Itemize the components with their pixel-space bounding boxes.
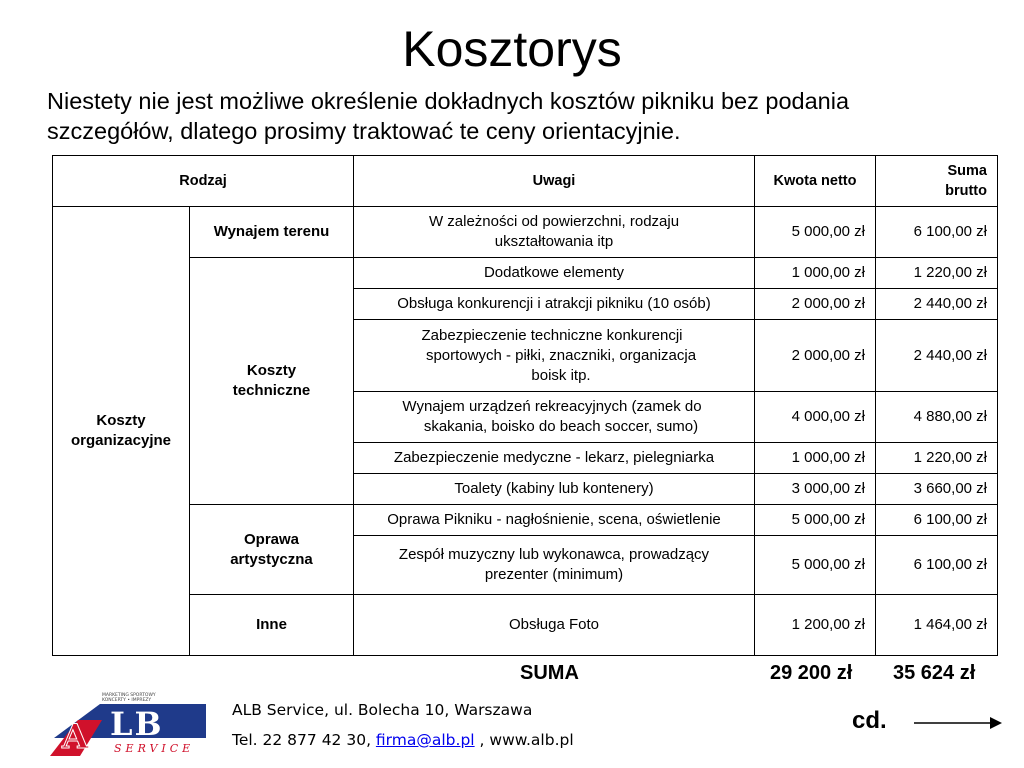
netto-cell: 2 000,00 zł xyxy=(755,320,876,392)
logo-service-text: SERVICE xyxy=(114,742,195,755)
header-rodzaj: Rodzaj xyxy=(53,156,354,207)
netto-cell: 1 200,00 zł xyxy=(755,595,876,656)
uwagi-cell: Toalety (kabiny lub kontenery) xyxy=(354,474,755,505)
sub-line: artystyczna xyxy=(230,550,313,568)
group-koszty-organizacyjne xyxy=(53,207,190,656)
brutto-cell: 6 100,00 zł xyxy=(876,505,998,536)
netto-cell: 5 000,00 zł xyxy=(755,536,876,595)
intro-line-1: Niestety nie jest możliwe określenie dokładnych kosztów pikniku bez podania xyxy=(47,88,850,114)
alb-service-logo xyxy=(50,690,206,756)
summary-label: SUMA xyxy=(520,662,579,684)
intro-text xyxy=(47,86,1007,146)
brutto-cell: 6 100,00 zł xyxy=(876,207,998,258)
logo-letters-lb: LB xyxy=(110,705,164,743)
logo-tagline-2: KONCERTY • IMPREZY xyxy=(102,698,152,703)
logo-letter-a: A xyxy=(62,717,89,756)
uwagi-cell: Dodatkowe elementy xyxy=(354,258,755,289)
group-line-1: Koszty xyxy=(96,412,146,429)
sub-koszty-techniczne xyxy=(190,258,354,505)
uwagi-line: prezenter (minimum) xyxy=(484,566,624,583)
header-suma-brutto-line-1: Suma xyxy=(947,163,987,179)
uwagi-cell xyxy=(354,392,755,443)
uwagi-line: Zespół muzyczny lub wykonawca, prowadzący xyxy=(398,546,710,563)
brutto-cell: 3 660,00 zł xyxy=(876,474,998,505)
uwagi-cell: Zabezpieczenie medyczne - lekarz, pielegniarka xyxy=(354,443,755,474)
netto-cell: 5 000,00 zł xyxy=(755,505,876,536)
uwagi-cell xyxy=(354,207,755,258)
footer-tel: Tel. 22 877 42 30, xyxy=(232,731,376,749)
group-line-2: organizacyjne xyxy=(70,432,172,449)
netto-cell: 3 000,00 zł xyxy=(755,474,876,505)
netto-cell: 4 000,00 zł xyxy=(755,392,876,443)
netto-cell: 5 000,00 zł xyxy=(755,207,876,258)
table-row xyxy=(53,207,998,258)
uwagi-line: Zabezpieczenie techniczne konkurencji xyxy=(421,326,683,344)
summary-netto: 29 200 zł xyxy=(770,662,853,684)
netto-cell: 1 000,00 zł xyxy=(755,258,876,289)
header-kwota-netto: Kwota netto xyxy=(755,156,876,207)
uwagi-line: skakania, boisko do beach soccer, sumo) xyxy=(423,418,699,435)
cost-table xyxy=(52,155,998,656)
netto-cell: 1 000,00 zł xyxy=(755,443,876,474)
logo-tagline-1: MARKETING SPORTOWY xyxy=(102,693,156,698)
uwagi-line: sportowych - piłki, znaczniki, organizacja xyxy=(425,346,697,364)
brutto-cell: 1 220,00 zł xyxy=(876,258,998,289)
brutto-cell: 1 464,00 zł xyxy=(876,595,998,656)
brutto-cell: 4 880,00 zł xyxy=(876,392,998,443)
brutto-cell: 6 100,00 zł xyxy=(876,536,998,595)
continue-label[interactable]: cd. xyxy=(852,707,887,734)
table-header-row xyxy=(53,156,998,207)
arrow-right-icon[interactable] xyxy=(914,713,1004,733)
intro-line-2: szczegółów, dlatego prosimy traktować te ceny orientacyjnie. xyxy=(47,118,681,144)
table-row xyxy=(53,258,998,289)
footer-contact xyxy=(232,730,574,750)
summary-brutto: 35 624 zł xyxy=(893,662,976,684)
uwagi-line: W zależności od powierzchni, rodzaju xyxy=(428,213,680,230)
uwagi-cell: Obsługa konkurencji i atrakcji pikniku (10 osób) xyxy=(354,289,755,320)
footer-email-link[interactable]: firma@alb.pl xyxy=(375,731,475,749)
header-suma-brutto xyxy=(876,156,998,207)
page-title: Kosztorys xyxy=(402,21,622,77)
brutto-cell: 1 220,00 zł xyxy=(876,443,998,474)
brutto-cell: 2 440,00 zł xyxy=(876,320,998,392)
sub-line: Oprawa xyxy=(243,530,300,548)
sub-oprawa-artystyczna xyxy=(190,505,354,595)
uwagi-line: boisk itp. xyxy=(531,366,591,384)
uwagi-cell xyxy=(354,536,755,595)
header-suma-brutto-line-2: brutto xyxy=(945,183,987,199)
sub-line: Koszty xyxy=(246,362,297,379)
sub-wynajem-terenu: Wynajem terenu xyxy=(190,207,354,258)
sub-inne: Inne xyxy=(190,595,354,656)
uwagi-line: Wynajem urządzeń rekreacyjnych (zamek do xyxy=(402,398,702,415)
sub-line: techniczne xyxy=(232,382,311,399)
table-row xyxy=(53,505,998,536)
netto-cell: 2 000,00 zł xyxy=(755,289,876,320)
uwagi-line: ukształtowania itp xyxy=(494,233,614,250)
footer-address: ALB Service, ul. Bolecha 10, Warszawa xyxy=(232,701,533,719)
uwagi-cell: Oprawa Pikniku - nagłośnienie, scena, oświetlenie xyxy=(354,505,755,536)
uwagi-cell xyxy=(354,320,755,392)
uwagi-cell: Obsługa Foto xyxy=(354,595,755,656)
footer-web: , www.alb.pl xyxy=(474,731,574,749)
logo-graphic xyxy=(50,690,206,756)
table-row xyxy=(53,595,998,656)
brutto-cell: 2 440,00 zł xyxy=(876,289,998,320)
header-uwagi: Uwagi xyxy=(354,156,755,207)
